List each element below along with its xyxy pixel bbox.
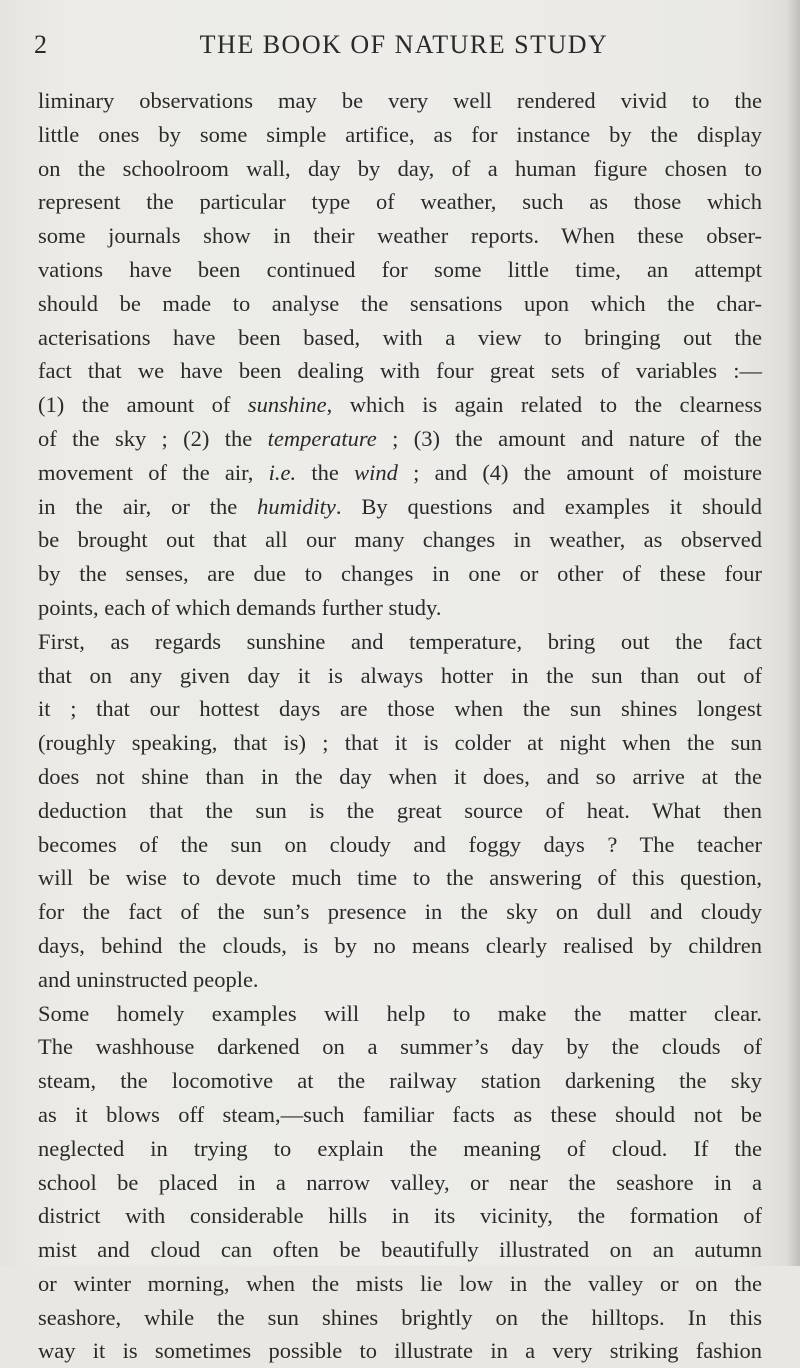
- text-span: movement of the air,: [38, 459, 269, 485]
- text-span: of the sky ; (2) the: [38, 425, 268, 451]
- text-line: way it is sometimes possible to illustrate in a very striking fashion: [38, 1338, 762, 1364]
- text-line: vations have been continued for some little time, an attempt: [38, 256, 762, 282]
- text-line: First, as regards sunshine and temperature, bring out the fact: [38, 628, 762, 654]
- text-line: should be made to analyse the sensations upon which the char-: [38, 290, 762, 316]
- page-edge-shadow: [786, 0, 800, 1266]
- text-span: (1) the amount of: [38, 392, 248, 418]
- text-line: little ones by some simple artifice, as for instance by the display: [38, 121, 762, 147]
- text-span: , which is again related to the clearness: [326, 392, 762, 418]
- text-line: neglected in trying to explain the meaning of cloud. If the: [38, 1135, 762, 1161]
- italic-term: wind: [354, 459, 398, 485]
- text-line: does not shine than in the day when it does, and so arrive at the: [38, 763, 762, 789]
- text-line: Some homely examples will help to make the matter clear.: [38, 1000, 762, 1026]
- text-line: The washhouse darkened on a summer’s day by the clouds of: [38, 1034, 762, 1060]
- text-line: fact that we have been dealing with four great sets of variables :—: [38, 358, 762, 384]
- text-line: acterisations have been based, with a view to bringing out the: [38, 324, 762, 350]
- text-line: deduction that the sun is the great source of heat. What then: [38, 797, 762, 823]
- text-span: in the air, or the: [38, 493, 258, 519]
- text-line: [38, 490, 762, 524]
- text-line: liminary observations may be very well rendered vivid to the: [38, 88, 762, 113]
- text-line: mist and cloud can often be beautifully illustrated on an autumn: [38, 1237, 762, 1263]
- page-number: 2: [34, 30, 48, 59]
- text-span: ; and (4) the amount of moisture: [397, 459, 762, 485]
- text-line: or winter morning, when the mists lie low in the valley or on the: [38, 1270, 762, 1296]
- text-span: . By questions and examples it should: [335, 493, 762, 519]
- body-text: [38, 84, 762, 1368]
- text-line: points, each of which demands further study.: [38, 594, 442, 620]
- italic-term: humidity: [257, 493, 336, 519]
- italic-term: temperature: [267, 425, 377, 451]
- text-line: it ; that our hottest days are those when the sun shines longest: [38, 696, 762, 722]
- text-line: will be wise to devote much time to the answering of this question,: [38, 865, 762, 891]
- text-line: becomes of the sun on cloudy and foggy days ? The teacher: [38, 831, 762, 857]
- text-line: some journals show in their weather reports. When these obser-: [38, 223, 762, 249]
- text-line: that on any given day it is always hotter in the sun than out of: [38, 662, 762, 688]
- text-line: by the senses, are due to changes in one or other of these four: [38, 561, 762, 587]
- text-line: on the schoolroom wall, day by day, of a human figure chosen to: [38, 155, 762, 181]
- text-line: [38, 388, 762, 422]
- text-line: [38, 456, 762, 490]
- page-header: [34, 30, 774, 70]
- text-line: steam, the locomotive at the railway station darkening the sky: [38, 1068, 762, 1094]
- text-line: as it blows off steam,—such familiar facts as these should not be: [38, 1101, 762, 1127]
- text-line: district with considerable hills in its vicinity, the formation of: [38, 1203, 762, 1229]
- text-line: represent the particular type of weather, such as those which: [38, 189, 762, 215]
- text-line: (roughly speaking, that is) ; that it is colder at night when the sun: [38, 730, 762, 756]
- text-span: the: [296, 459, 355, 485]
- italic-term: i.e.: [268, 459, 297, 485]
- text-span: ; (3) the amount and nature of the: [376, 425, 762, 451]
- text-line: school be placed in a narrow valley, or near the seashore in a: [38, 1169, 762, 1195]
- text-line: seashore, while the sun shines brightly on the hilltops. In this: [38, 1304, 762, 1330]
- text-line: for the fact of the sun’s presence in the sky on dull and cloudy: [38, 899, 762, 925]
- running-head: THE BOOK OF NATURE STUDY: [199, 30, 609, 59]
- text-line: [38, 422, 762, 456]
- italic-term: sunshine: [247, 392, 327, 418]
- text-line: days, behind the clouds, is by no means clearly realised by children: [38, 932, 762, 958]
- text-line: and uninstructed people.: [38, 966, 259, 992]
- text-line: be brought out that all our many changes in weather, as observed: [38, 527, 762, 553]
